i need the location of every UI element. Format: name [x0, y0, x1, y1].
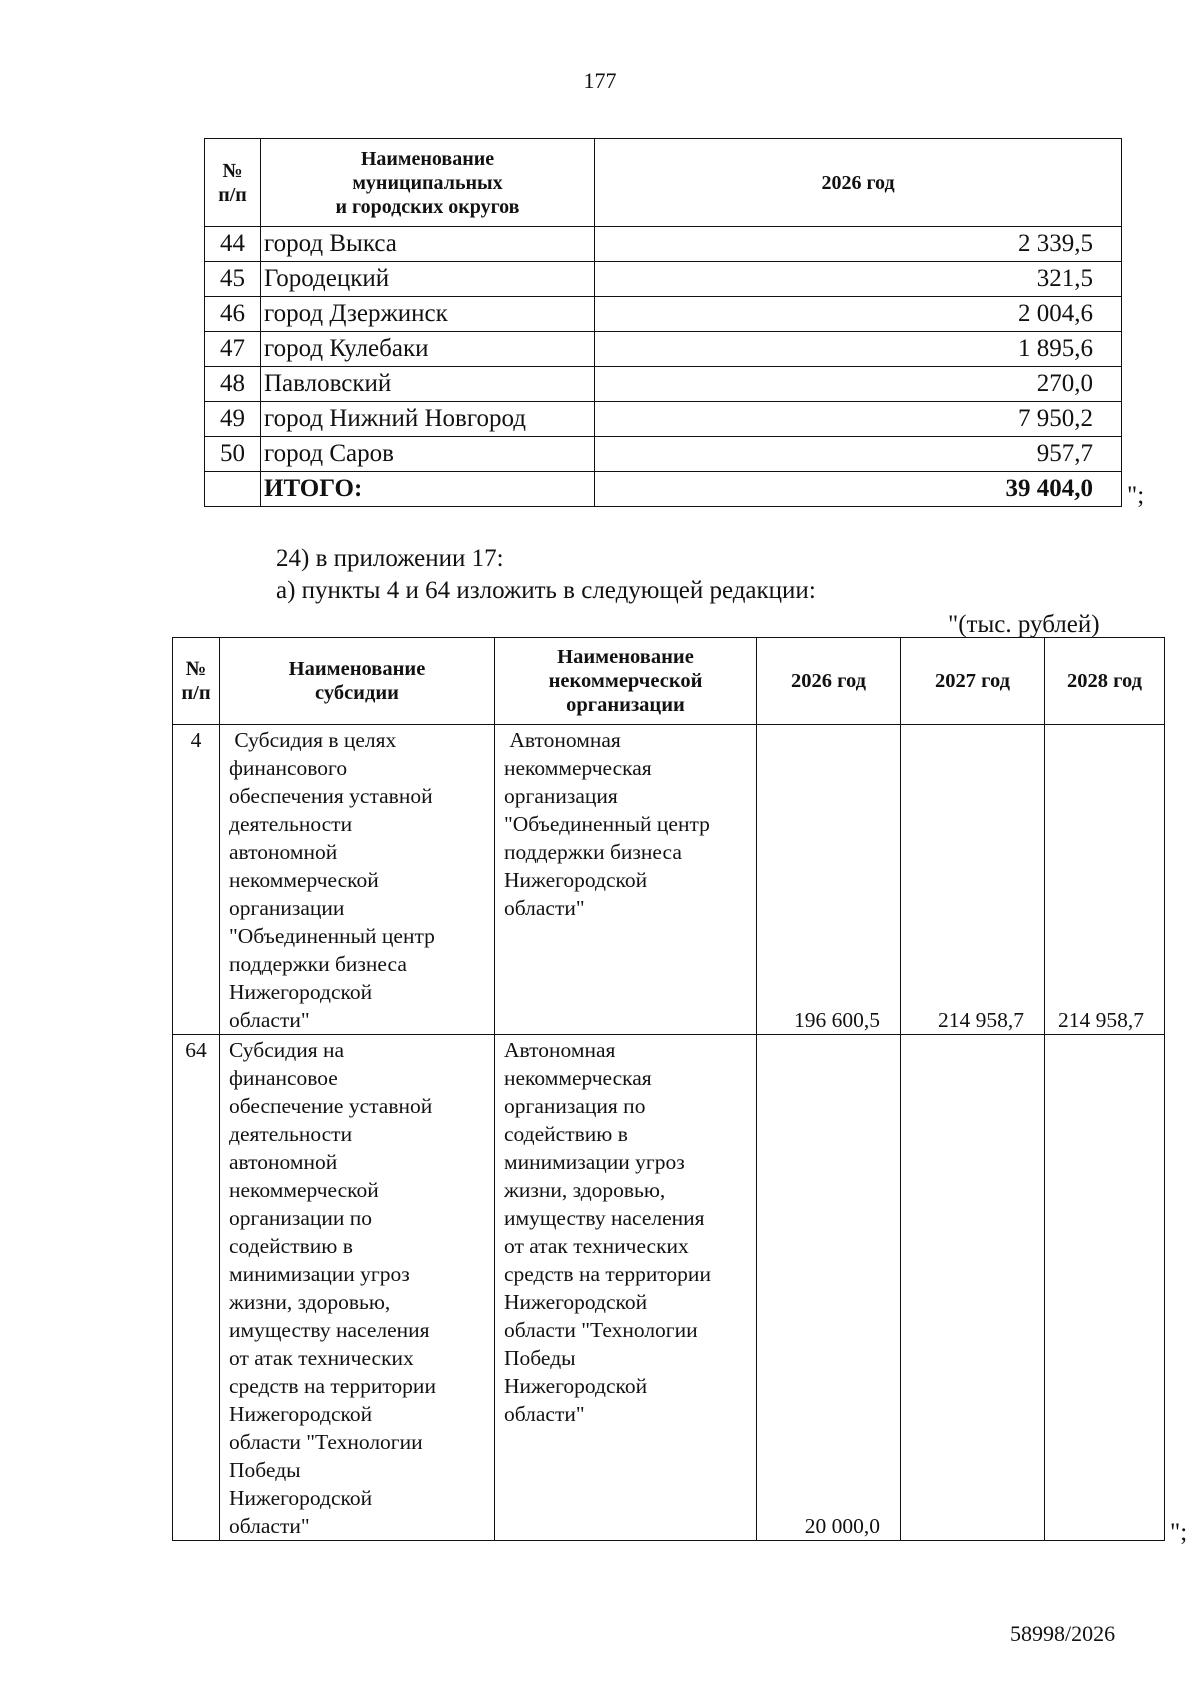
row-number: 46	[205, 297, 261, 332]
municipality-name: город Выкса	[261, 227, 595, 262]
header-municipality: Наименование муниципальных и городских округов	[261, 139, 595, 227]
document-code: 58998/2026	[1010, 1621, 1116, 1646]
amount-2026: 321,5	[595, 262, 1122, 297]
table-row	[205, 297, 1122, 332]
table-row	[173, 725, 1165, 1035]
municipality-name: город Нижний Новгород	[261, 402, 595, 437]
municipality-name: город Саров	[261, 437, 595, 472]
amount-2027: 214 958,7	[901, 725, 1045, 1035]
row-number: 48	[205, 367, 261, 402]
header-2026: 2026 год	[595, 139, 1122, 227]
organization-name: Автономная некоммерческая организация "Объединенный центр поддержки бизнеса Нижегородской области"	[495, 725, 757, 1035]
amount-2026: 2 339,5	[595, 227, 1122, 262]
amount-2026: 270,0	[595, 367, 1122, 402]
row-number: 44	[205, 227, 261, 262]
row-number: 47	[205, 332, 261, 367]
table-row	[173, 1035, 1165, 1541]
header-2027: 2027 год	[901, 638, 1045, 725]
amount-2028: 214 958,7	[1045, 725, 1165, 1035]
unit-note: "(тыс. рублей)	[948, 611, 1100, 638]
amount-2026: 957,7	[595, 437, 1122, 472]
municipality-name: город Дзержинск	[261, 297, 595, 332]
header-number: № п/п	[205, 139, 261, 227]
subsidy-name: Субсидия в целях финансового обеспечения уставной деятельности автономной некоммерческой организации "Объединенный центр поддержки бизнеса Нижегородской области"	[220, 725, 495, 1035]
amount-2026: 196 600,5	[757, 725, 901, 1035]
row-number: 50	[205, 437, 261, 472]
amount-2027	[901, 1035, 1045, 1541]
total-empty-cell	[205, 472, 261, 507]
page-number: 177	[583, 68, 617, 93]
row-number: 4	[173, 725, 220, 1035]
municipality-name: Павловский	[261, 367, 595, 402]
amount-2026: 2 004,6	[595, 297, 1122, 332]
header-2026: 2026 год	[757, 638, 901, 725]
row-number: 49	[205, 402, 261, 437]
municipal-distribution-table	[204, 138, 1122, 507]
table-row	[205, 262, 1122, 297]
table-row	[205, 402, 1122, 437]
table-row	[205, 367, 1122, 402]
amount-2026: 7 950,2	[595, 402, 1122, 437]
header-subsidy-name: Наименование субсидии	[220, 638, 495, 725]
amount-2028	[1045, 1035, 1165, 1541]
row-number: 64	[173, 1035, 220, 1541]
subsidy-table	[172, 637, 1165, 1541]
closing-quote: ";	[1127, 482, 1145, 509]
subsidy-name: Субсидия на финансовое обеспечение уставной деятельности автономной некоммерческой организации по содействию в минимизации угроз жизни, здоровью, имуществу населения от атак технических средств на территории Нижегородской области "Технологии Победы Нижегородской области"	[220, 1035, 495, 1541]
table-row	[205, 332, 1122, 367]
table-row	[205, 227, 1122, 262]
total-amount: 39 404,0	[595, 472, 1122, 507]
organization-name: Автономная некоммерческая организация по содействию в минимизации угроз жизни, здоровью, имуществу населения от атак технических средств на территории Нижегородской области "Технологии Победы Нижегородской области"	[495, 1035, 757, 1541]
amendment-line-1: 24) в приложении 17:	[276, 545, 504, 572]
total-row	[205, 472, 1122, 507]
row-number: 45	[205, 262, 261, 297]
total-label: ИТОГО:	[261, 472, 595, 507]
amount-2026: 1 895,6	[595, 332, 1122, 367]
table-row	[205, 437, 1122, 472]
municipality-name: Городецкий	[261, 262, 595, 297]
closing-quote: ";	[1170, 1519, 1188, 1546]
amendment-line-2: а) пункты 4 и 64 изложить в следующей редакции:	[276, 577, 816, 604]
municipality-name: город Кулебаки	[261, 332, 595, 367]
header-2028: 2028 год	[1045, 638, 1165, 725]
header-number: № п/п	[173, 638, 220, 725]
header-organization-name: Наименование некоммерческой организации	[495, 638, 757, 725]
amount-2026: 20 000,0	[757, 1035, 901, 1541]
